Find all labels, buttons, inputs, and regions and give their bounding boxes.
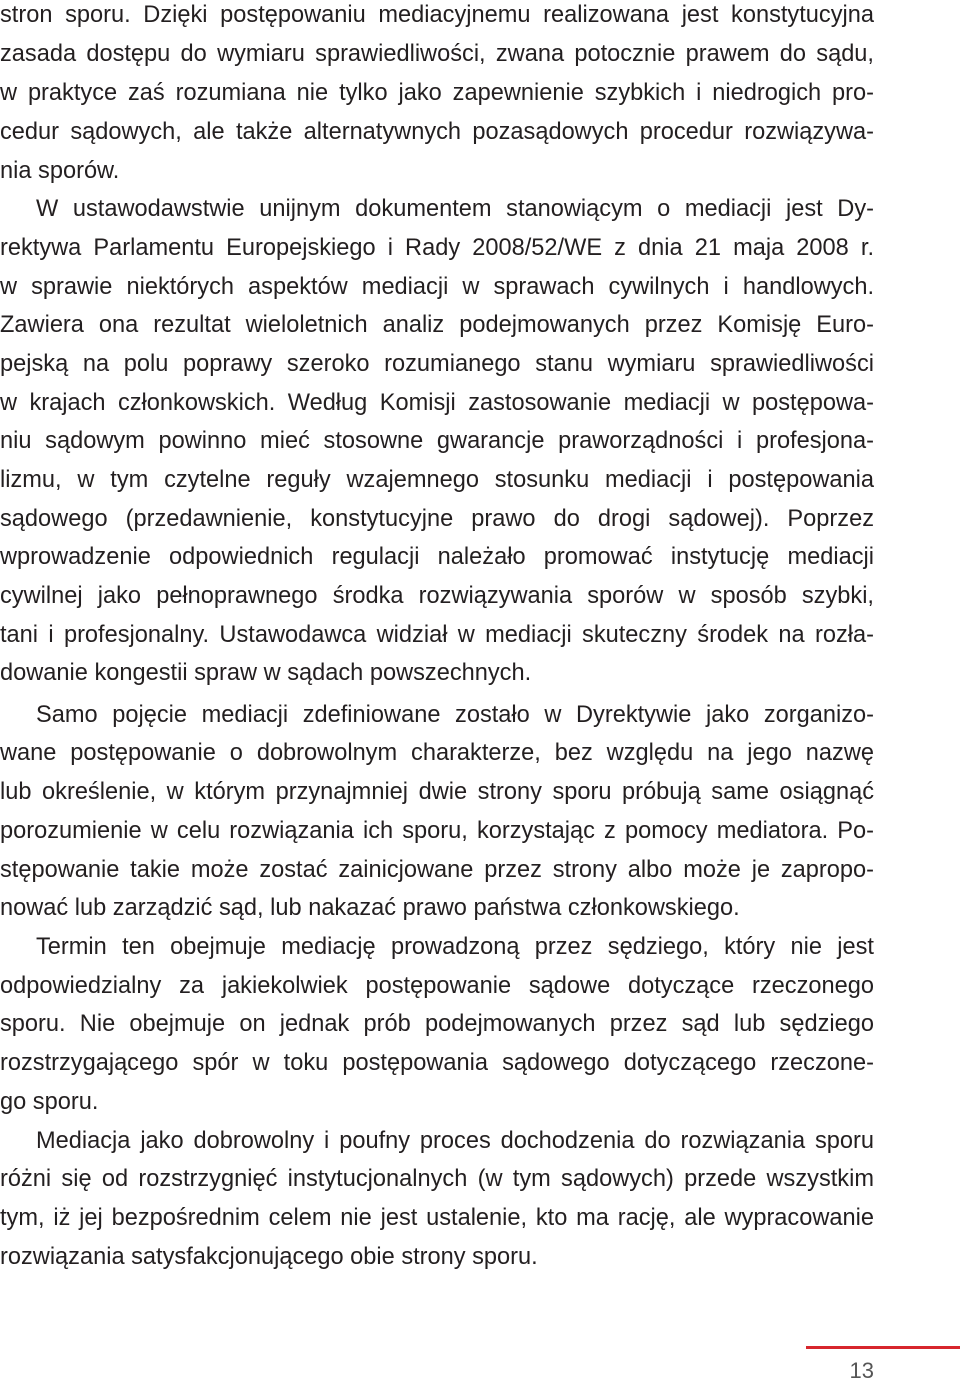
text-line: stron sporu. Dzięki postępowaniu mediacyjnemu realizowana jest konstytucyjna [0,2,874,28]
text-line: stępowanie takie może zostać zainicjowane przez strony albo może je zapropo- [0,857,874,883]
text-line: Termin ten obejmuje mediację prowadzoną przez sędziego, który nie jest [36,934,874,960]
text-line: Zawiera ona rezultat wieloletnich analiz podejmowanych przez Komisję Euro- [0,312,874,338]
text-line: niu sądowym powinno mieć stosowne gwarancje praworządności i profesjona- [0,428,874,454]
text-line: nować lub zarządzić sąd, lub nakazać prawo państwa członkowskiego. [0,895,740,921]
text-line: nia sporów. [0,158,120,184]
text-line: zasada dostępu do wymiaru sprawiedliwości, zwana potocznie prawem do sądu, [0,41,874,67]
text-line: w krajach członkowskich. Według Komisji zastosowanie mediacji w postępowa- [0,390,874,416]
text-line: Samo pojęcie mediacji zdefiniowane zostało w Dyrektywie jako zorganizo- [36,702,874,728]
text-line: w praktyce zaś rozumiana nie tylko jako zapewnienie szybkich i niedrogich pro- [0,80,874,106]
text-line: cedur sądowych, ale także alternatywnych pozasądowych procedur rozwiązywa- [0,119,874,145]
text-line: cywilnej jako pełnoprawnego środka rozwiązywania sporów w sposób szybki, [0,583,874,609]
text-line: dowanie kongestii spraw w sądach powszechnych. [0,660,532,686]
text-line: lub określenie, w którym przynajmniej dwie strony sporu próbują same osiągnąć [0,779,874,805]
footer-rule [806,1346,960,1349]
text-line: pejską na polu poprawy szeroko rozumianego stanu wymiaru sprawiedliwości [0,351,874,377]
text-line: go sporu. [0,1089,99,1115]
text-line: wane postępowanie o dobrowolnym charakterze, bez względu na jego nazwę [0,740,874,766]
text-line: porozumienie w celu rozwiązania ich sporu, korzystając z pomocy mediatora. Po- [0,818,874,844]
text-line: Mediacja jako dobrowolny i poufny proces dochodzenia do rozwiązania sporu [36,1128,874,1154]
page-number: 13 [849,1358,874,1383]
text-line: lizmu, w tym czytelne reguły wzajemnego stosunku mediacji i postępowania [0,467,874,493]
text-line: rektywa Parlamentu Europejskiego i Rady 2008/52/WE z dnia 21 maja 2008 r. [0,235,874,261]
text-line: tym, iż jej bezpośrednim celem nie jest ustalenie, kto ma rację, ale wypracowanie [0,1205,874,1231]
text-line: różni się od rozstrzygnięć instytucjonalnych (w tym sądowych) przede wszystkim [0,1166,874,1192]
text-line: rozstrzygającego spór w toku postępowania sądowego dotyczącego rzeczone- [0,1050,874,1076]
text-line: rozwiązania satysfakcjonującego obie strony sporu. [0,1244,538,1270]
text-line: tani i profesjonalny. Ustawodawca widział w mediacji skuteczny środek na rozła- [0,622,874,648]
text-line: sporu. Nie obejmuje on jednak prób podejmowanych przez sąd lub sędziego [0,1011,874,1037]
text-line: W ustawodawstwie unijnym dokumentem stanowiącym o mediacji jest Dy- [36,196,874,222]
text-line: odpowiedzialny za jakiekolwiek postępowanie sądowe dotyczące rzeczonego [0,973,874,999]
text-line: w sprawie niektórych aspektów mediacji w sprawach cywilnych i handlowych. [0,274,874,300]
text-line: sądowego (przedawnienie, konstytucyjne prawo do drogi sądowej). Poprzez [0,506,874,532]
text-line: wprowadzenie odpowiednich regulacji należało promować instytucję mediacji [0,544,874,570]
